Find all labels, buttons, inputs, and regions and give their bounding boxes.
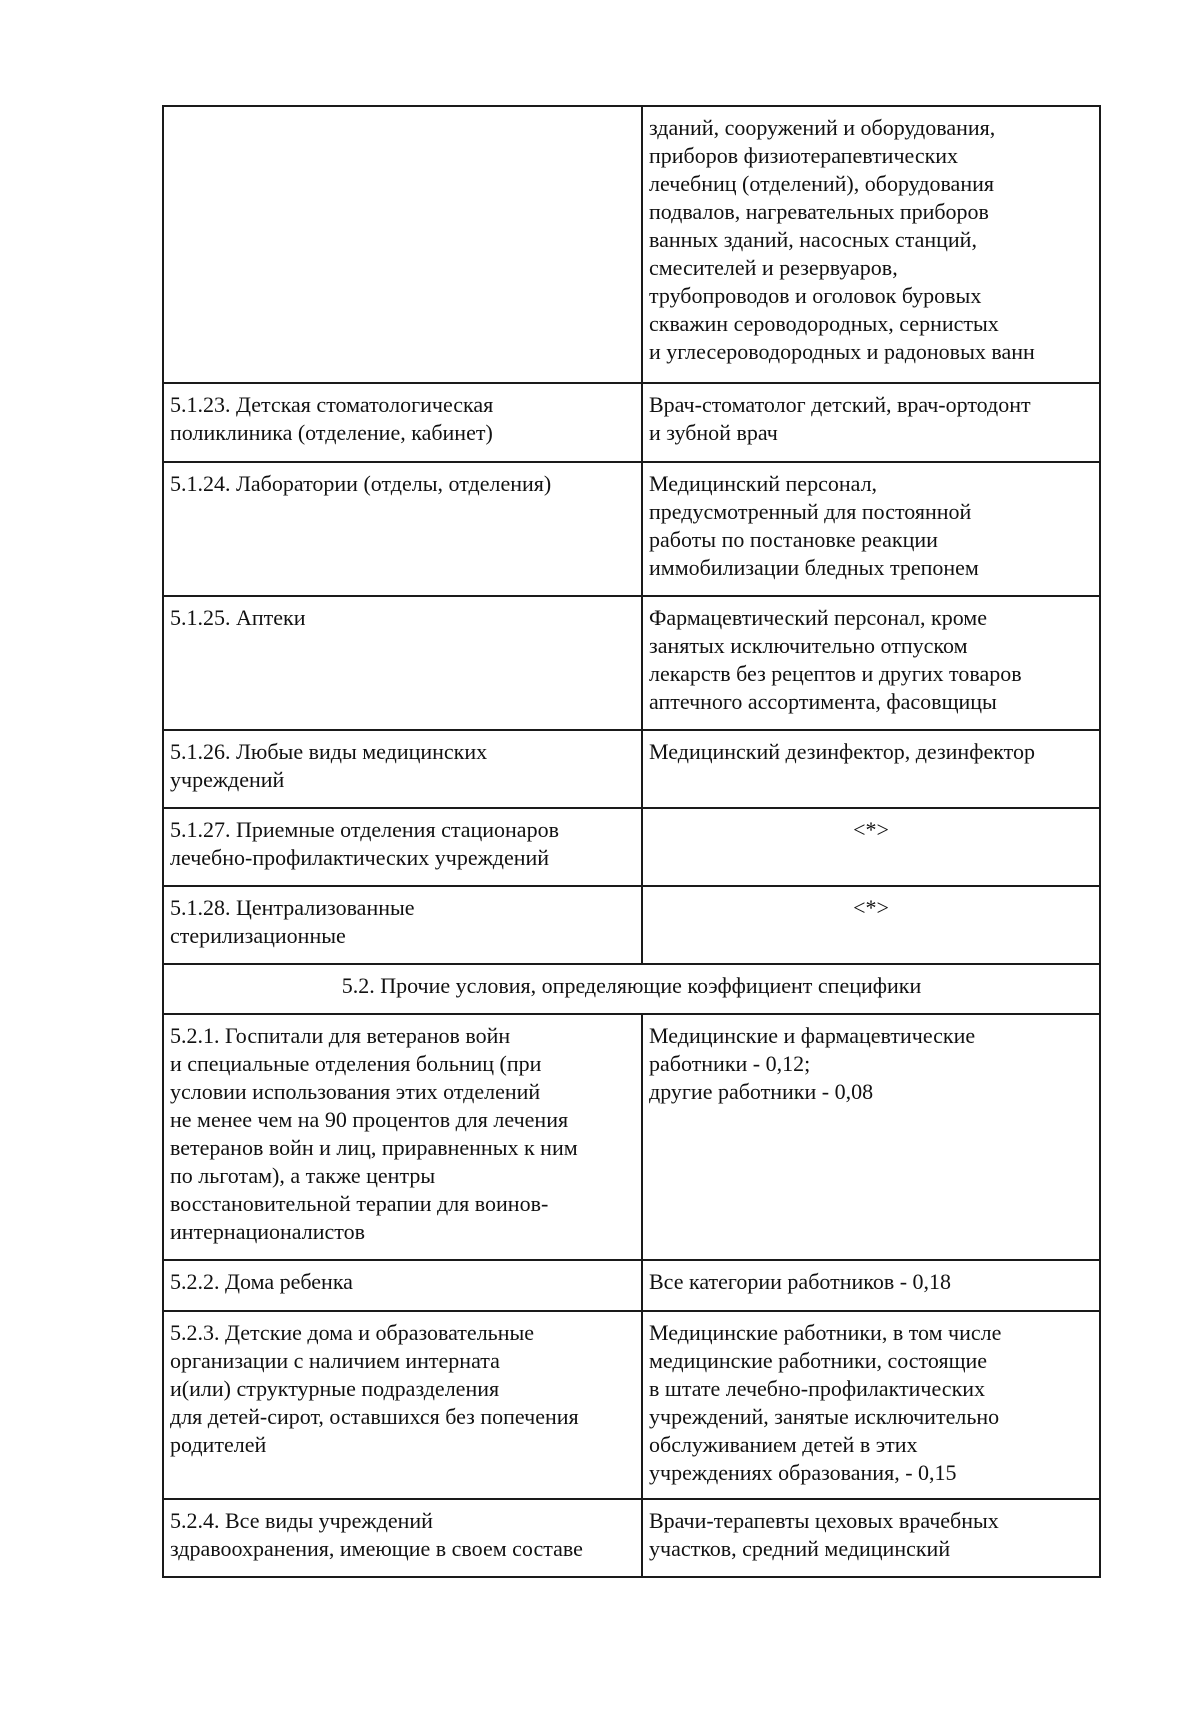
section-heading-cell <box>163 964 1100 1014</box>
staff-text: Медицинский персонал, предусмотренный для постоянной работы по постановке реакции иммобилизации бледных трепонем <box>649 471 979 580</box>
footnote-mark: <*> <box>853 895 889 920</box>
institution-text: 5.1.27. Приемные отделения стационаров лечебно-профилактических учреждений <box>170 817 559 870</box>
institution-text: 5.2.3. Детские дома и образовательные организации с наличием интерната и(или) структурные подразделения для детей-сирот, оставшихся без попечения родителей <box>170 1320 579 1457</box>
table-row <box>163 1311 1100 1499</box>
institution-cell <box>163 730 642 808</box>
staff-text: Медицинские и фармацевтические работники - 0,12; другие работники - 0,08 <box>649 1023 976 1104</box>
staff-cell <box>642 1311 1100 1499</box>
staff-cell <box>642 730 1100 808</box>
staff-text: Фармацевтический персонал, кроме занятых исключительно отпуском лекарств без рецептов и других товаров аптечного ассортимента, фасовщицы <box>649 605 1022 714</box>
staff-cell <box>642 596 1100 730</box>
staff-text: Медицинский дезинфектор, дезинфектор <box>649 739 1035 764</box>
table-row <box>163 1014 1100 1260</box>
staff-cell <box>642 106 1100 383</box>
table-row <box>163 106 1100 383</box>
staff-cell <box>642 1014 1100 1260</box>
institution-text: 5.2.4. Все виды учреждений здравоохранения, имеющие в своем составе <box>170 1508 583 1561</box>
institution-text: 5.1.28. Централизованные стерилизационные <box>170 895 415 948</box>
staff-text: Все категории работников - 0,18 <box>649 1269 952 1294</box>
institution-cell <box>163 1014 642 1260</box>
table-row <box>163 1260 1100 1311</box>
institution-text: 5.1.23. Детская стоматологическая поликлиника (отделение, кабинет) <box>170 392 494 445</box>
institution-cell <box>163 462 642 596</box>
staff-text: Врач-стоматолог детский, врач-ортодонт и зубной врач <box>649 392 1031 445</box>
staff-cell <box>642 886 1100 964</box>
institution-cell <box>163 596 642 730</box>
institution-cell <box>163 886 642 964</box>
institution-text: 5.2.1. Госпитали для ветеранов войн и специальные отделения больниц (при условии использования этих отделений не менее чем на 90 процентов для лечения ветеранов войн и лиц, приравненных к ним по льготам), а также центры восстановительной терапии для воинов- интернационалистов <box>170 1023 578 1244</box>
institution-text: 5.1.26. Любые виды медицинских учреждений <box>170 739 488 792</box>
table-row <box>163 462 1100 596</box>
institution-cell <box>163 1499 642 1577</box>
institution-cell <box>163 1260 642 1311</box>
table-row <box>163 886 1100 964</box>
table-row <box>163 383 1100 462</box>
staff-cell <box>642 462 1100 596</box>
institution-cell <box>163 808 642 886</box>
section-row <box>163 964 1100 1014</box>
staff-text: зданий, сооружений и оборудования, приборов физиотерапевтических лечебниц (отделений), оборудования подвалов, нагревательных приборов ванных зданий, насосных станций, смесителей и резервуаров, трубопроводов и оголовок буровых скважин сероводородных, сернистых и углесероводородных и радоновых ванн <box>649 115 1035 364</box>
table-row <box>163 808 1100 886</box>
staff-text: Медицинские работники, в том числе медицинские работники, состоящие в штате лечебно-профилактических учреждений, занятые исключительно обслуживанием детей в этих учреждениях образования, - 0,15 <box>649 1320 1002 1485</box>
table-row <box>163 596 1100 730</box>
institution-text: 5.2.2. Дома ребенка <box>170 1269 353 1294</box>
table-row <box>163 730 1100 808</box>
institution-text: 5.1.25. Аптеки <box>170 605 306 630</box>
staff-cell <box>642 1499 1100 1577</box>
staff-text: Врачи-терапевты цеховых врачебных участков, средний медицинский <box>649 1508 999 1561</box>
institution-cell <box>163 383 642 462</box>
conditions-table <box>162 105 1101 1578</box>
table-row <box>163 1499 1100 1577</box>
section-heading: 5.2. Прочие условия, определяющие коэффициент специфики <box>341 973 922 998</box>
institution-text: 5.1.24. Лаборатории (отделы, отделения) <box>170 471 552 496</box>
institution-cell <box>163 106 642 383</box>
staff-cell <box>642 1260 1100 1311</box>
staff-cell <box>642 808 1100 886</box>
footnote-mark: <*> <box>853 817 889 842</box>
institution-cell <box>163 1311 642 1499</box>
staff-cell <box>642 383 1100 462</box>
